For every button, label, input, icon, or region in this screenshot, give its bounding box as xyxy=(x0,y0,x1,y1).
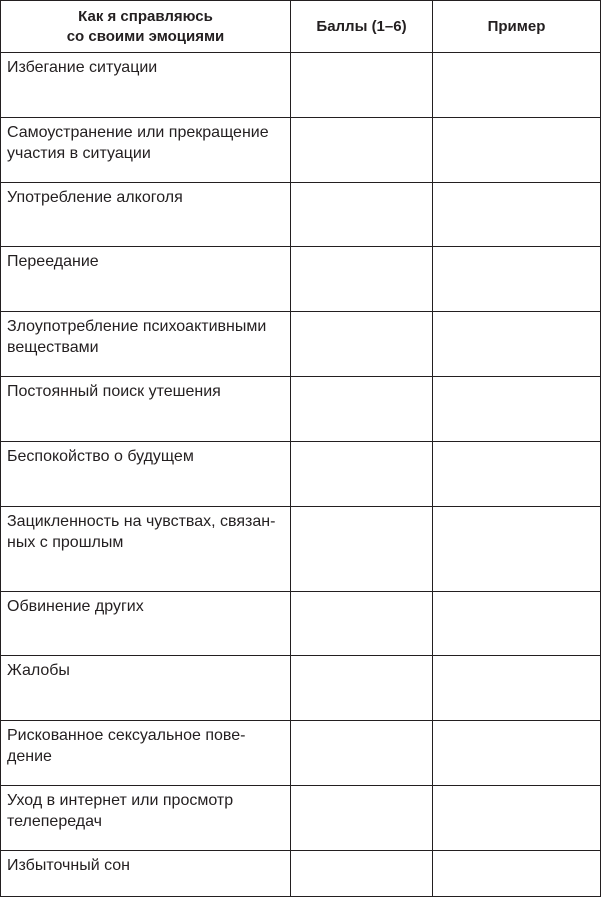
coping-label: Злоупотребление психоактивными веществами xyxy=(1,312,291,377)
score-cell[interactable] xyxy=(291,592,433,656)
table-row xyxy=(1,656,601,721)
table-row xyxy=(1,786,601,851)
example-cell[interactable] xyxy=(433,656,601,721)
coping-label: Уход в интернет или просмотр телепередач xyxy=(1,786,291,851)
header-coping xyxy=(1,1,291,53)
example-cell[interactable] xyxy=(433,442,601,507)
score-cell[interactable] xyxy=(291,786,433,851)
example-cell[interactable] xyxy=(433,377,601,442)
coping-label: Рискованное сексуальное пове-дение xyxy=(1,721,291,786)
table-row xyxy=(1,442,601,507)
coping-label: Беспокойство о будущем xyxy=(1,442,291,507)
score-cell[interactable] xyxy=(291,656,433,721)
example-cell[interactable] xyxy=(433,247,601,312)
header-score: Баллы (1–6) xyxy=(291,1,433,53)
header-row xyxy=(1,1,601,53)
header-example: Пример xyxy=(433,1,601,53)
table-row xyxy=(1,247,601,312)
score-cell[interactable] xyxy=(291,118,433,183)
coping-label: Обвинение других xyxy=(1,592,291,656)
coping-label: Жалобы xyxy=(1,656,291,721)
table-row xyxy=(1,592,601,656)
example-cell[interactable] xyxy=(433,592,601,656)
coping-label: Избегание ситуации xyxy=(1,53,291,118)
table-row xyxy=(1,118,601,183)
table-row xyxy=(1,507,601,592)
table-row xyxy=(1,312,601,377)
example-cell[interactable] xyxy=(433,786,601,851)
example-cell[interactable] xyxy=(433,312,601,377)
example-cell[interactable] xyxy=(433,183,601,247)
header-line-2: со своими эмоциями xyxy=(66,27,225,45)
score-cell[interactable] xyxy=(291,721,433,786)
score-cell[interactable] xyxy=(291,312,433,377)
score-cell[interactable] xyxy=(291,442,433,507)
coping-label: Постоянный поиск утешения xyxy=(1,377,291,442)
score-cell[interactable] xyxy=(291,53,433,118)
score-cell[interactable] xyxy=(291,851,433,897)
score-cell[interactable] xyxy=(291,247,433,312)
table-row xyxy=(1,377,601,442)
coping-label: Зацикленность на чувствах, связан-ных с прошлым xyxy=(1,507,291,592)
table-row xyxy=(1,183,601,247)
score-cell[interactable] xyxy=(291,377,433,442)
table-row xyxy=(1,53,601,118)
coping-label: Самоустранение или прекращение участия в ситуации xyxy=(1,118,291,183)
example-cell[interactable] xyxy=(433,721,601,786)
example-cell[interactable] xyxy=(433,507,601,592)
example-cell[interactable] xyxy=(433,118,601,183)
score-cell[interactable] xyxy=(291,183,433,247)
coping-label: Переедание xyxy=(1,247,291,312)
header-line-1: Как я справляюсь xyxy=(78,7,213,25)
example-cell[interactable] xyxy=(433,53,601,118)
score-cell[interactable] xyxy=(291,507,433,592)
table-row xyxy=(1,851,601,897)
table-row xyxy=(1,721,601,786)
coping-label: Избыточный сон xyxy=(1,851,291,897)
coping-label: Употребление алкоголя xyxy=(1,183,291,247)
example-cell[interactable] xyxy=(433,851,601,897)
